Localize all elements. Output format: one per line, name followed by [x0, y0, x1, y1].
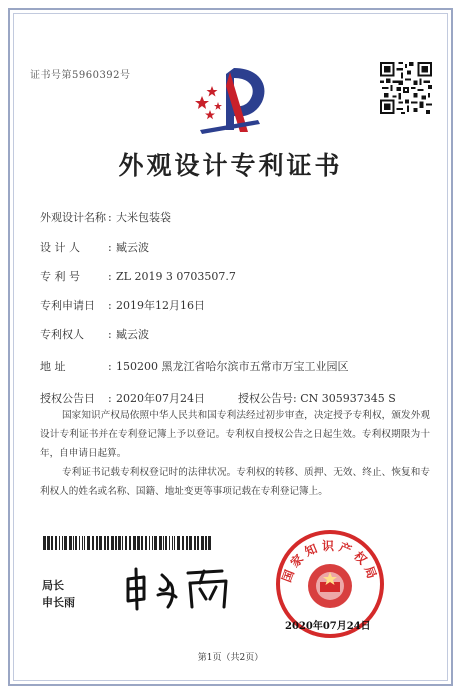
design-name-label: 外观设计名称 — [40, 211, 106, 224]
design-name-row: 外观设计名称 : 大米包装袋 — [40, 211, 171, 224]
qr-code-icon — [380, 62, 432, 114]
designer-row: 设 计 人 : 臧云波 — [40, 241, 149, 254]
grant-date-label: 授权公告日 — [40, 392, 95, 405]
handwritten-signature-icon — [122, 565, 242, 611]
patent-office-emblem-icon — [188, 60, 276, 140]
patentee-label: 专利权人 — [40, 328, 84, 341]
certificate-number: 证书号第5960392号 — [30, 70, 131, 81]
patent-number-value: ZL 2019 3 0703507.7 — [116, 270, 236, 283]
seal-date: 2020年07月24日 — [285, 621, 371, 632]
filing-date-row: 专利申请日 : 2019年12月16日 — [40, 299, 205, 312]
grant-number-row: 授权公告号: CN 305937345 S — [238, 392, 396, 405]
certificate-paragraph-2: 专利证书记载专利权登记时的法律状况。专利权的转移、质押、无效、终止、恢复和专利权人的姓名或名称、国籍、地址变更等事项记载在专利登记簿上。 — [40, 467, 430, 497]
barcode-icon — [42, 536, 212, 550]
patentee-row: 专利权人 : 臧云波 — [40, 328, 149, 341]
grant-number-label: 授权公告号 — [238, 392, 293, 405]
page-footer: 第1页（共2页） — [197, 653, 264, 663]
director-name: 申长雨 — [42, 596, 75, 609]
patent-number-label: 专 利 号 — [40, 270, 80, 283]
grant-date-row: 授权公告日 : 2020年07月24日 — [40, 392, 205, 405]
filing-date-value: 2019年12月16日 — [116, 299, 205, 312]
director-title: 局长 — [42, 579, 64, 592]
seal-text: 国家知识产权局 — [279, 539, 381, 585]
patent-number-row: 专 利 号 : ZL 2019 3 0703507.7 — [40, 270, 236, 283]
grant-date-value: 2020年07月24日 — [116, 392, 205, 405]
address-label: 地 址 — [40, 360, 66, 373]
address-row: 地 址 : 150200 黑龙江省哈尔滨市五常市万宝工业园区 — [40, 360, 349, 373]
certificate-title: 外观设计专利证书 — [118, 151, 343, 180]
designer-value: 臧云波 — [116, 241, 149, 254]
grant-number-value: CN 305937345 S — [300, 392, 396, 405]
certificate-paragraph-1: 国家知识产权局依照中华人民共和国专利法经过初步审查，决定授予专利权，颁发外观设计专利证书并在专利登记簿上予以登记。专利权自授权公告之日起生效。专利权期限为十年，自申请日起算。 — [40, 410, 430, 459]
designer-label: 设 计 人 — [40, 241, 80, 254]
filing-date-label: 专利申请日 — [40, 299, 95, 312]
address-value: 150200 黑龙江省哈尔滨市五常市万宝工业园区 — [116, 360, 349, 373]
patentee-value: 臧云波 — [116, 328, 149, 341]
design-name-value: 大米包装袋 — [116, 211, 171, 224]
